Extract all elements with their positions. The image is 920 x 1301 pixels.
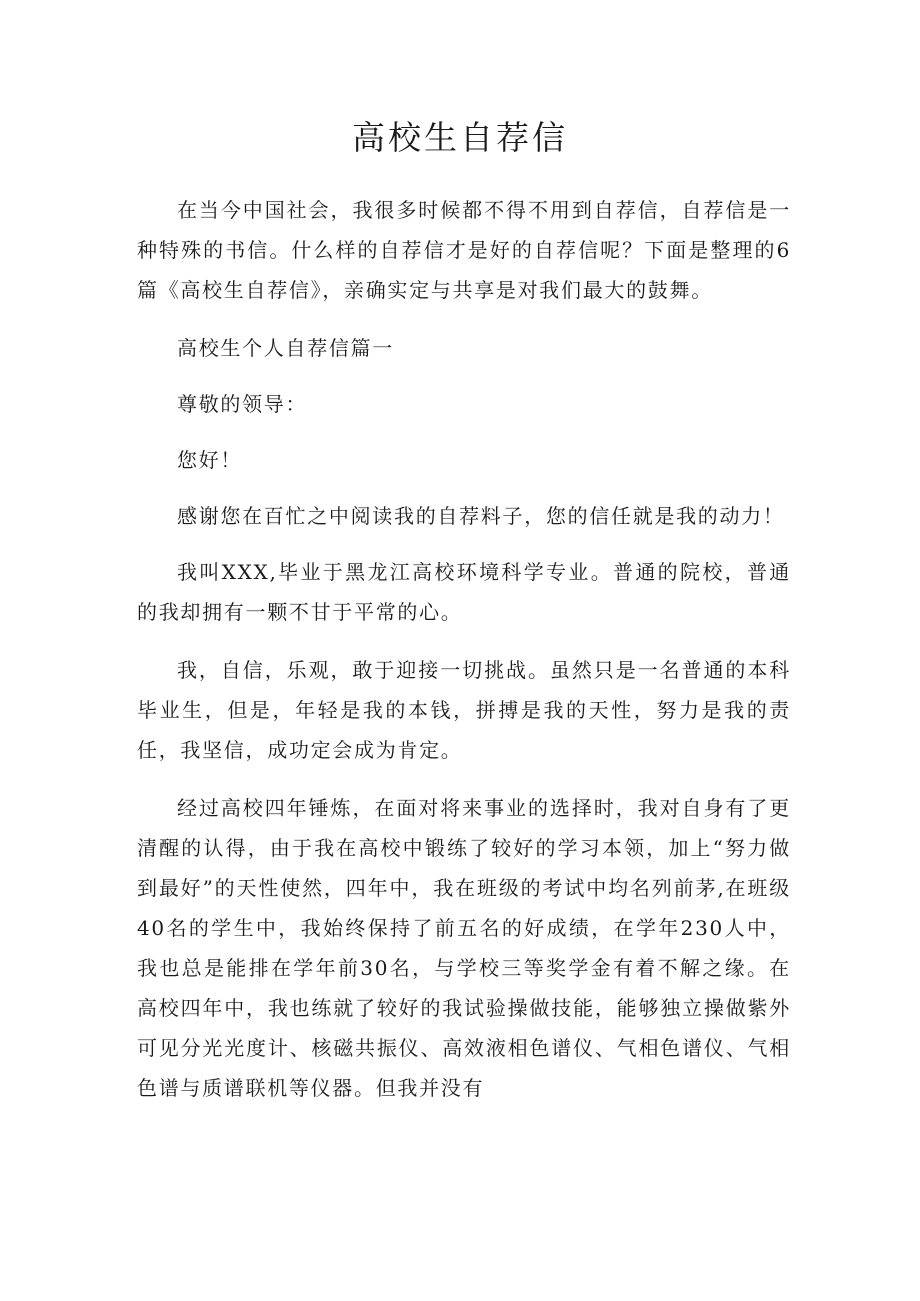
greeting: 您好！	[177, 448, 243, 472]
salutation: 尊敬的领导：	[177, 392, 308, 416]
experience-paragraph: 经过高校四年锤炼，在面对将来事业的选择时，我对自身有了更清醒的认得，由于我在高校中锻练了较好的学习本领，加上“努力做到最好”的天性使然，四年中，我在班级的考试中均名列前茅,在班级40名的学生中，我始终保持了前五名的好成绩，在学年230人中，我也总是能排在学年前30名，与学校三等奖学金有着不解之缘。在高校四年中，我也练就了较好的我试验操做技能，能够独立操做紫外可见分光光度计、核磁共振仪、高效液相色谱仪、气相色谱仪、气相色谱与质谱联机等仪器。但我并没有	[137, 796, 791, 1100]
thanks-paragraph: 感谢您在百忙之中阅读我的自荐料子，您的信任就是我的动力！	[177, 504, 785, 528]
document-body	[137, 190, 791, 1126]
section-heading: 高校生个人自荐信篇一	[177, 336, 394, 360]
introduction-paragraph: 我叫XXX,毕业于黑龙江高校环境科学专业。普通的院校，普通的我却拥有一颗不甘于平常的心。	[137, 560, 791, 624]
document-title: 高校生自荐信	[352, 118, 568, 157]
self-description-paragraph: 我，自信，乐观，敢于迎接一切挑战。虽然只是一名普通的本科毕业生，但是，年轻是我的本钱，拼搏是我的天性，努力是我的责任，我坚信，成功定会成为肯定。	[137, 658, 791, 762]
intro-paragraph: 在当今中国社会，我很多时候都不得不用到自荐信，自荐信是一种特殊的书信。什么样的自荐信才是好的自荐信呢？下面是整理的6篇《高校生自荐信》，亲确实定与共享是对我们最大的鼓舞。	[137, 198, 791, 302]
